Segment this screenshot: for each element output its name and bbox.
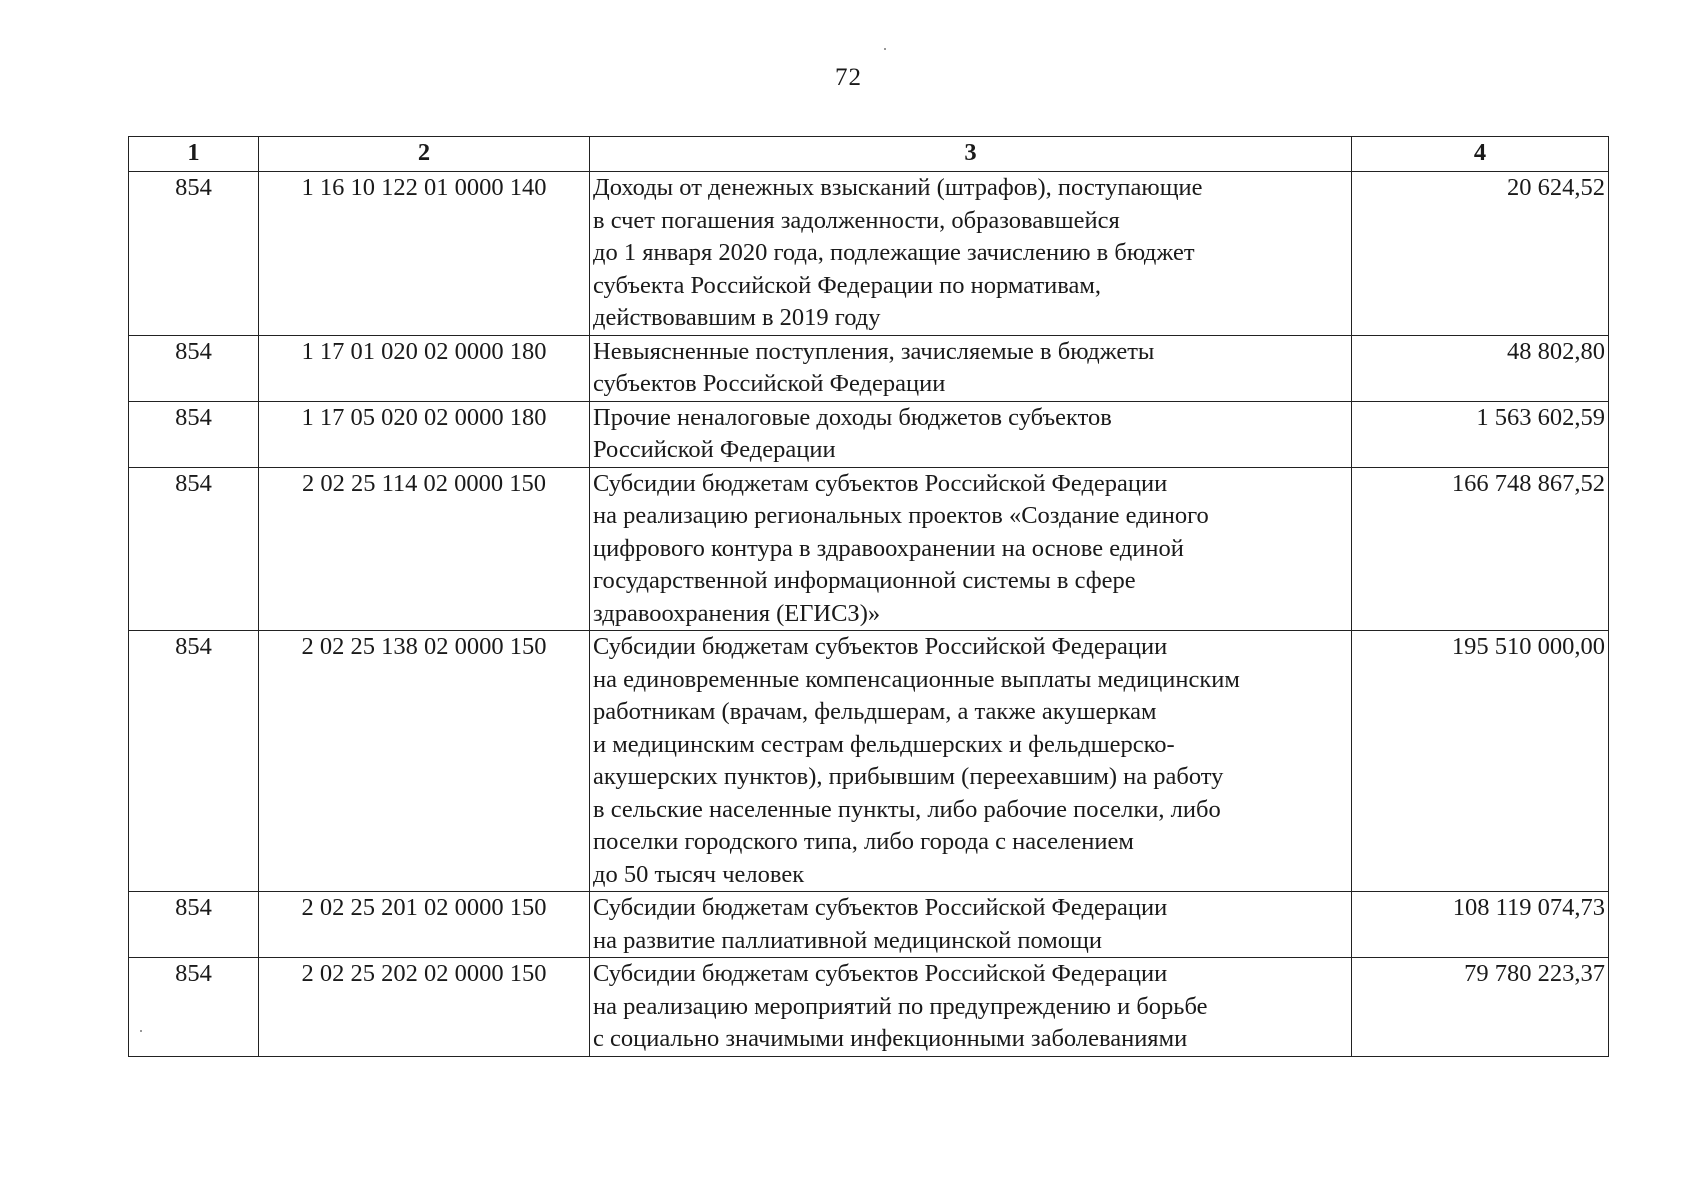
revenue-name-line: на развитие паллиативной медицинской помощи — [593, 926, 1103, 954]
amount-cell: 79 780 223,37 — [1352, 958, 1609, 1057]
revenue-name-line: субъекта Российской Федерации по нормативам, — [593, 271, 1102, 299]
revenue-name-line: в счет погашения задолженности, образовавшейся — [593, 206, 1120, 234]
table-row — [129, 958, 1609, 1057]
revenue-code-cell: 1 17 01 020 02 0000 180 — [259, 335, 590, 401]
revenue-name-cell — [590, 892, 1352, 958]
revenue-name-line: Российской Федерации — [593, 436, 836, 463]
revenue-name-line: здравоохранения (ЕГИСЗ)» — [593, 599, 881, 627]
amount-cell: 48 802,80 — [1352, 335, 1609, 401]
revenue-code-cell: 1 16 10 122 01 0000 140 — [259, 172, 590, 336]
page-number: 72 — [835, 64, 862, 91]
amount-cell: 108 119 074,73 — [1352, 892, 1609, 958]
revenue-name-line: до 50 тысяч человек — [593, 860, 805, 888]
revenue-name-line: на единовременные компенсационные выплаты медицинским — [593, 665, 1240, 693]
admin-code-cell: 854 — [129, 401, 259, 467]
revenue-name-line: Субсидии бюджетам субъектов Российской Федерации — [593, 633, 1168, 660]
revenue-name-line: поселки городского типа, либо города с населением — [593, 828, 1134, 855]
revenue-code-cell: 2 02 25 202 02 0000 150 — [259, 958, 590, 1057]
revenue-name-cell — [590, 335, 1352, 401]
revenue-name-cell — [590, 467, 1352, 631]
revenue-code-cell: 1 17 05 020 02 0000 180 — [259, 401, 590, 467]
column-header-3: 3 — [590, 137, 1352, 172]
revenue-name-line: до 1 января 2020 года, подлежащие зачислению в бюджет — [593, 239, 1195, 266]
amount-cell: 20 624,52 — [1352, 172, 1609, 336]
revenue-name-line: и медицинским сестрам фельдшерских и фельдшерско- — [593, 730, 1175, 758]
amount-cell: 1 563 602,59 — [1352, 401, 1609, 467]
column-header-2: 2 — [259, 137, 590, 172]
revenue-name-line: работникам (врачам, фельдшерам, а также акушеркам — [593, 698, 1157, 725]
revenue-name-line: Субсидии бюджетам субъектов Российской Федерации — [593, 894, 1168, 921]
amount-cell: 195 510 000,00 — [1352, 631, 1609, 892]
revenue-name-cell — [590, 172, 1352, 336]
scan-speck — [884, 48, 886, 50]
revenue-name-line: цифрового контура в здравоохранении на основе единой — [593, 534, 1184, 562]
revenue-name-line: акушерских пунктов), прибывшим (переехавшим) на работу — [593, 763, 1224, 790]
admin-code-cell: 854 — [129, 958, 259, 1057]
revenue-name-cell — [590, 631, 1352, 892]
revenue-name-line: Субсидии бюджетам субъектов Российской Федерации — [593, 960, 1168, 987]
revenue-name-cell — [590, 401, 1352, 467]
admin-code-cell: 854 — [129, 892, 259, 958]
revenue-code-cell: 2 02 25 114 02 0000 150 — [259, 467, 590, 631]
table-header-row — [129, 137, 1609, 172]
table-row — [129, 631, 1609, 892]
revenue-name-line: Субсидии бюджетам субъектов Российской Федерации — [593, 469, 1168, 497]
amount-cell: 166 748 867,52 — [1352, 467, 1609, 631]
column-header-1: 1 — [129, 137, 259, 172]
revenue-table — [128, 136, 1609, 1057]
table-row — [129, 172, 1609, 336]
revenue-name-line: на реализацию региональных проектов «Создание единого — [593, 502, 1209, 529]
admin-code-cell: 854 — [129, 467, 259, 631]
revenue-code-cell: 2 02 25 201 02 0000 150 — [259, 892, 590, 958]
revenue-name-line: государственной информационной системы в сфере — [593, 567, 1136, 594]
revenue-name-line: Доходы от денежных взысканий (штрафов), поступающие — [593, 174, 1203, 201]
revenue-name-line: действовавшим в 2019 году — [593, 304, 881, 331]
revenue-name-line: субъектов Российской Федерации — [593, 370, 946, 397]
revenue-name-line: Прочие неналоговые доходы бюджетов субъектов — [593, 403, 1112, 431]
admin-code-cell: 854 — [129, 631, 259, 892]
admin-code-cell: 854 — [129, 172, 259, 336]
revenue-name-line: с социально значимыми инфекционными заболеваниями — [593, 1025, 1188, 1052]
table-row — [129, 467, 1609, 631]
revenue-name-line: на реализацию мероприятий по предупреждению и борьбе — [593, 992, 1208, 1020]
table-row — [129, 401, 1609, 467]
table-row — [129, 335, 1609, 401]
table-row — [129, 892, 1609, 958]
admin-code-cell: 854 — [129, 335, 259, 401]
revenue-code-cell: 2 02 25 138 02 0000 150 — [259, 631, 590, 892]
column-header-4: 4 — [1352, 137, 1609, 172]
revenue-name-line: в сельские населенные пункты, либо рабочие поселки, либо — [593, 795, 1221, 823]
revenue-name-line: Невыясненные поступления, зачисляемые в бюджеты — [593, 337, 1155, 365]
revenue-name-cell — [590, 958, 1352, 1057]
